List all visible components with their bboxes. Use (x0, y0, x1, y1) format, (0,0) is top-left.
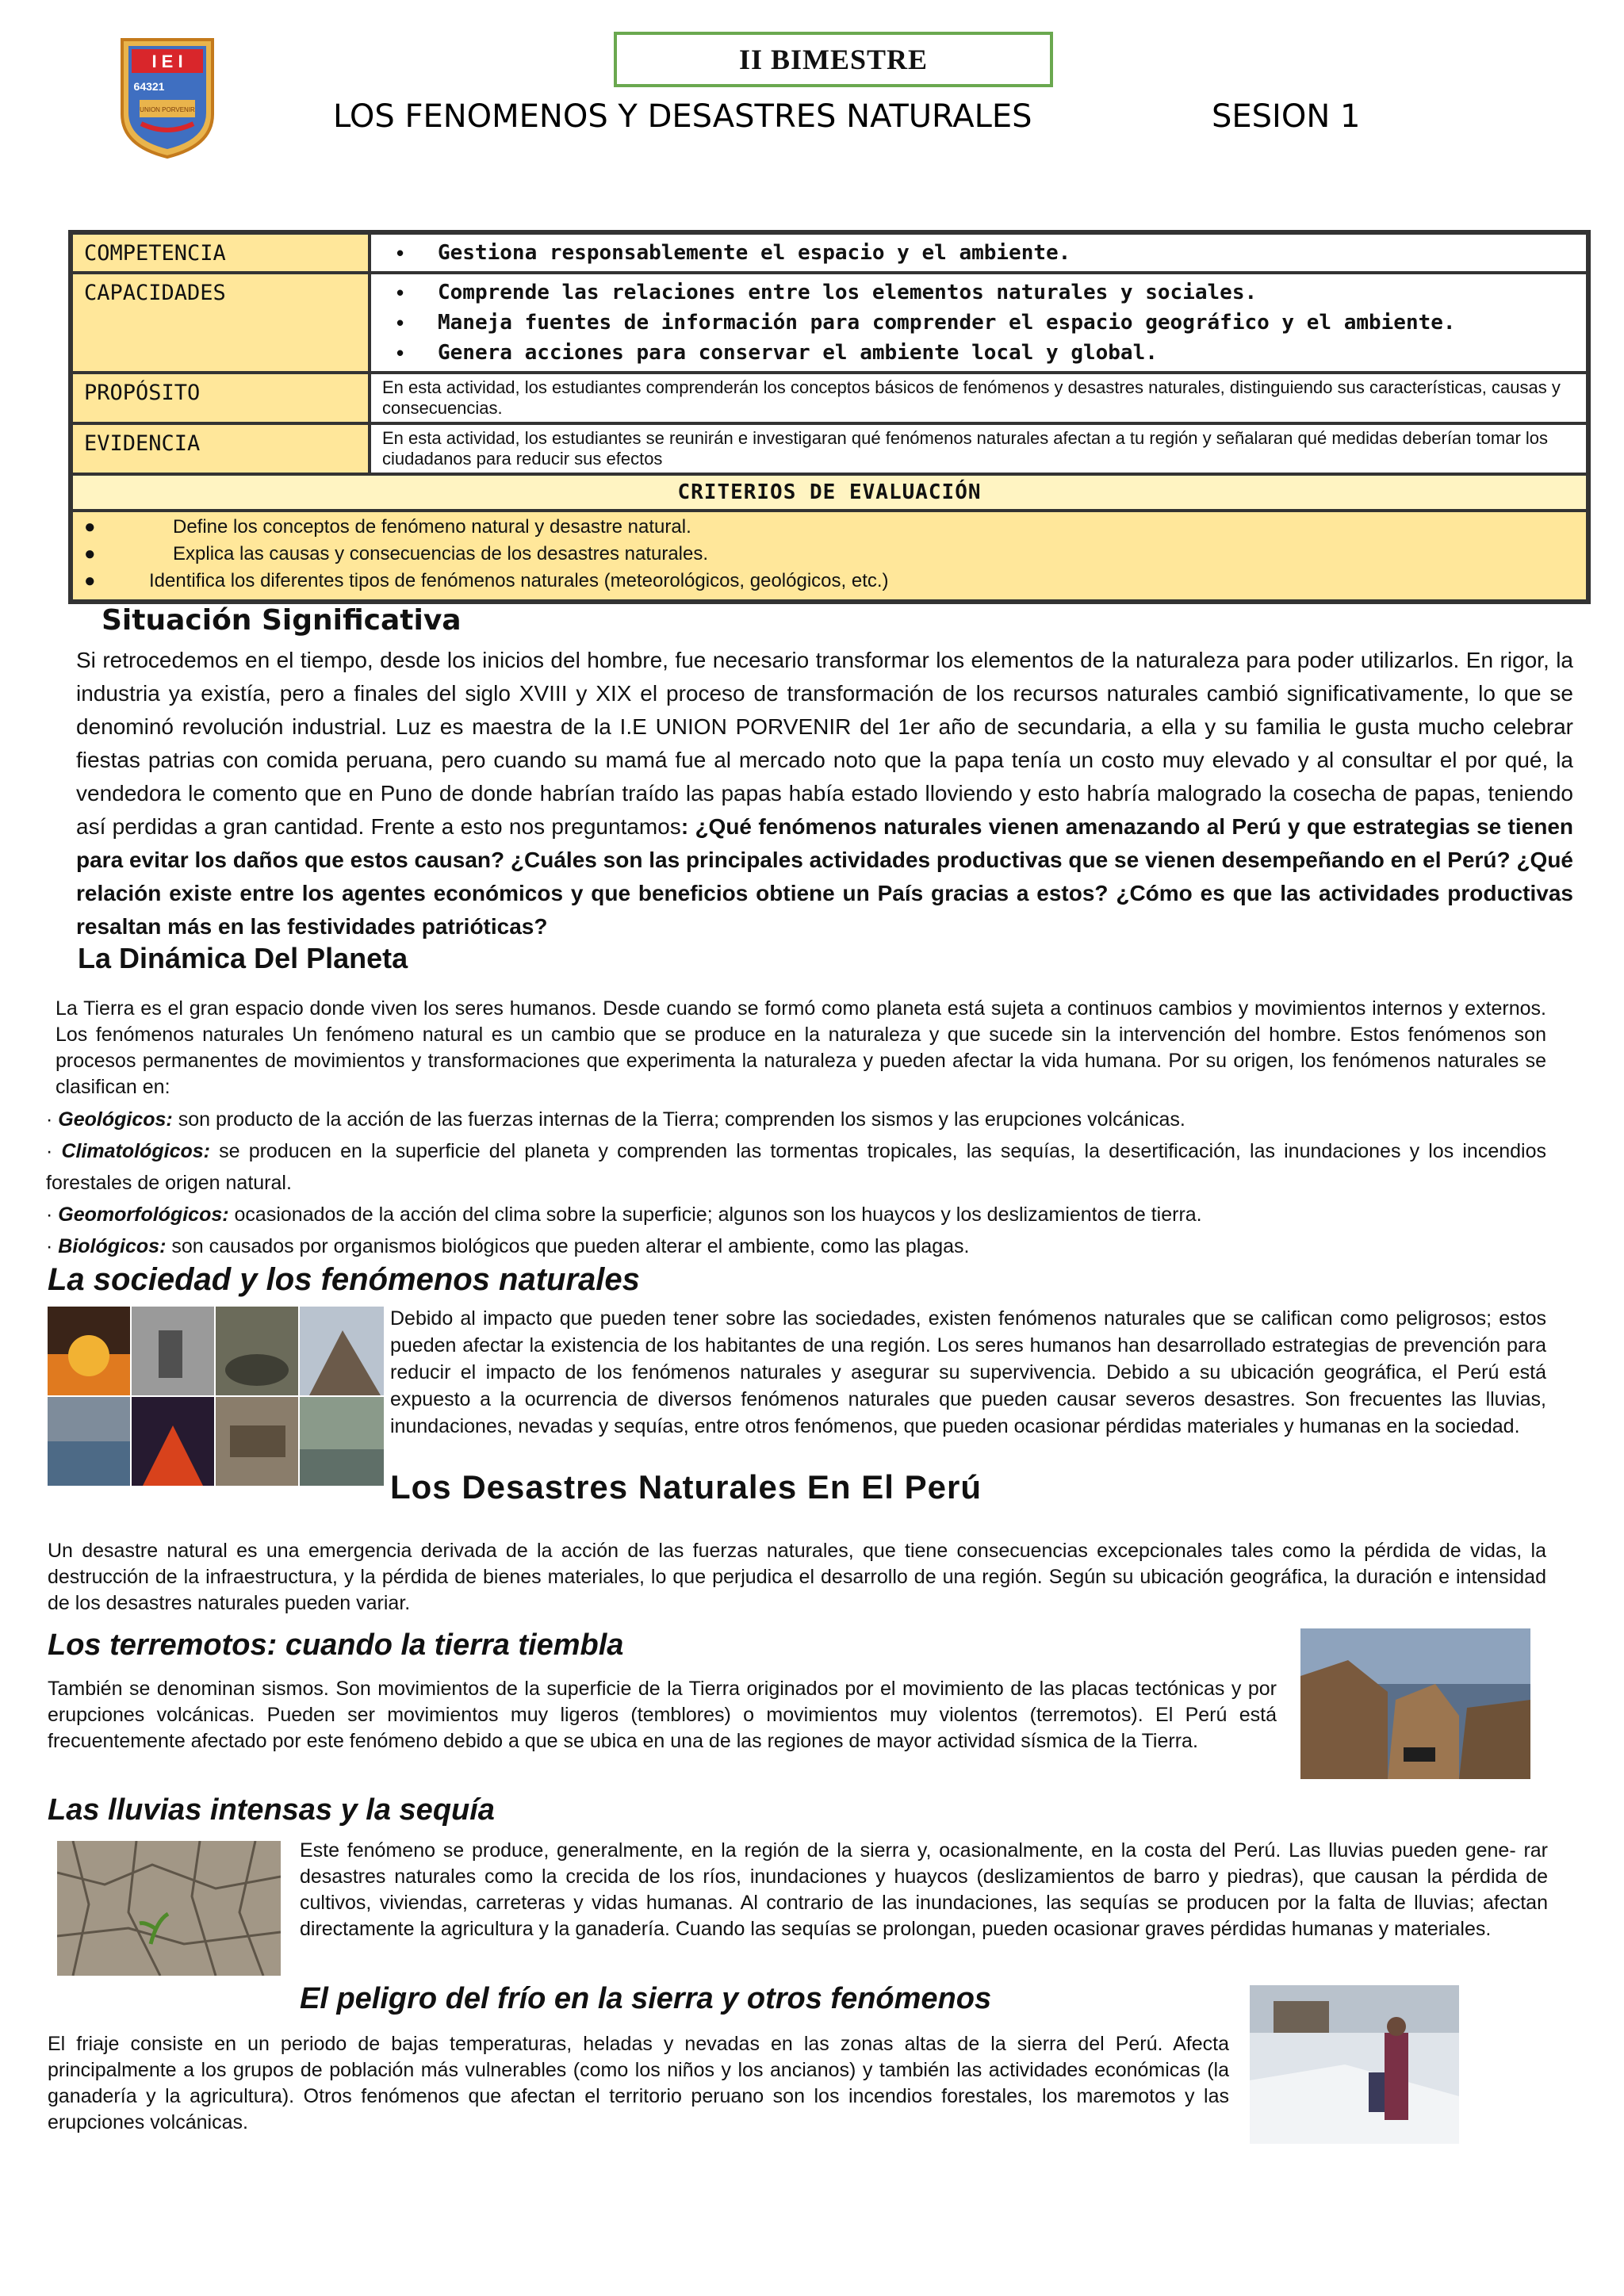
list-item: • Maneja fuentes de información para comprender el espacio geográfico y el ambiente. (396, 308, 1575, 338)
evidencia-value: En esta actividad, los estudiantes se reunirán e investigaran qué fenómenos naturales afectan a tu región y señalaran qué medidas deberían tomar los ciudadanos para reducir sus efectos (370, 423, 1588, 474)
definition: son producto de la acción de las fuerzas internas de la Tierra; comprenden los sismos y las erupciones volcánicas. (172, 1108, 1185, 1131)
school-logo (117, 35, 217, 159)
frio-heading: El peligro del frío en la sierra y otros fenómenos (300, 1982, 992, 2015)
drought-image (57, 1841, 281, 1976)
bullet-icon: · (46, 1108, 59, 1131)
svg-text:I E I: I E I (151, 52, 183, 71)
criterio-text: Identifica los diferentes tipos de fenómenos naturales (meteorológicos, geológicos, etc.) (149, 570, 889, 591)
list-item: • Genera acciones para conservar el ambiente local y global. (396, 338, 1575, 368)
session-label: SESION 1 (1212, 98, 1361, 135)
bimestre-box (614, 32, 1053, 87)
situacion-body: Si retrocedemos en el tiempo, desde los inicios del hombre, fue necesario transformar los elementos de la naturaleza para poder utilizarlos. En rigor, la industria ya existía, pero a finales del siglo XVIII y XIX el proceso de transformación de los recursos naturales cambió significativamente, lo que se denominó revolución industrial. Luz es maestra de la I.E UNION PORVENIR del 1er año de secundaria, a ella y su familia le gusta mucho celebrar fiestas patrias con comida peruana, pero cuando su mamá fue al mercado noto que la papa tenía un costo muy elevado y al consultar el por qué, la vendedora le comento que en Puno de donde habrían traído las papas había estado lloviendo y esto habría malogrado la cosecha de papas, teniendo así perdidas a gran cantidad. Frente a esto nos preguntamos (76, 648, 1573, 839)
term: Geológicos: (58, 1108, 173, 1131)
dinamica-text: La Tierra es el gran espacio donde viven los seres humanos. Desde cuando se formó como planeta está sujeta a continuos cambios y movimientos internos y externos. Los fenómenos naturales Un fenómeno natural es un cambio que se produce en la naturaleza y que sucede sin la intervención del hombre. Estos fenómenos son procesos permanentes de movimientos y transformaciones que experimenta la naturaleza y pueden afectar la vida humana. Por su origen, los fenómenos naturales se clasifican en: (56, 997, 1546, 1098)
earthquake-image (1300, 1628, 1530, 1779)
table-row (71, 232, 1588, 273)
definition: son causados por organismos biológicos que pueden alterar el ambiente, como las plagas. (166, 1235, 970, 1257)
desastres-text: Un desastre natural es una emergencia derivada de la acción de las fuerzas naturales, que tiene consecuencias excepcionales tales como la pérdida de vidas, la destrucción de la infraestructura, y la pérdida de bienes materiales, lo que perjudica el desarrollo de una región. Según su ubicación geográfica, la duración e intensidad de los desastres naturales pueden variar. (48, 1540, 1546, 1614)
frio-text: El friaje consiste en un periodo de bajas temperaturas, heladas y nevadas en las zonas altas de la sierra del Perú. Afecta principalmente a los grupos de población más vulnerables (como los niños y los ancianos) y también las actividades económicas (la ganadería y la agricultura). Otros fenómenos que afectan el territorio peruano son los incendios forestales, los maremotos y las erupciones volcánicas. (48, 2033, 1229, 2133)
sociedad-heading: La sociedad y los fenómenos naturales (48, 1262, 640, 1297)
list-item (46, 1104, 1546, 1135)
lluvias-heading: Las lluvias intensas y la sequía (48, 1793, 495, 1827)
table-row (71, 474, 1588, 511)
situacion-questions: : ¿Qué fenómenos naturales vienen amenazando al Perú y que estrategias se tienen para evitar los daños que estos causan? ¿Cuáles son las principales actividades productivas que se vienen desempeñando en el Perú? ¿Qué relación existe entre los agentes económicos y que beneficios obtiene un País gracias a estos? ¿Cómo es que las actividades productivas resaltan más en las festividades patrióticas? (76, 814, 1573, 939)
criterio-text: Explica las causas y consecuencias de los desastres naturales. (173, 543, 709, 564)
sociedad-text: Debido al impacto que pueden tener sobre las sociedades, existen fenómenos naturales que se califican como peligrosos; estos pueden afectar la existencia de los habitantes de una región. Los seres humanos han desarrollado estrategias de prevención para reducir el impacto de los fenómenos naturales y asegurar su supervivencia. Debido a su ubicación geográfica, el Perú está expuesto a la ocurrencia de diversos fenómenos naturales que pueden causar severos desastres. Son frecuentes las lluvias, inundaciones, nevadas y sequías, entre otros fenómenos, que pueden ocasionar pérdidas materiales y humanas en la sociedad. (390, 1307, 1546, 1437)
list-item (46, 1199, 1546, 1230)
term: Climatológicos: (61, 1140, 210, 1162)
dinamica-heading: La Dinámica Del Planeta (78, 942, 408, 974)
svg-text:64321: 64321 (133, 80, 165, 93)
bullet-icon: ● (84, 570, 96, 591)
lluvias-text: Este fenómeno se produce, generalmente, en la región de la sierra y, ocasionalmente, en la costa del Perú. Las lluvias pueden gene- rar desastres naturales como la crecida de los ríos, inundaciones y huaycos (deslizamientos de barro y piedras), que causan la pérdida de cultivos, viviendas, carreteras y vidas humanas. Al contrario de las inundaciones, las sequías se producen por la falta de lluvias; afectan directamente la agricultura y la ganadería. Cuando las sequías se prolongan, pueden ocasionar graves pérdidas humanas y materiales. (300, 1839, 1548, 1940)
term: Geomorfológicos: (58, 1203, 229, 1226)
bullet-icon: · (46, 1203, 59, 1226)
desastres-heading: Los Desastres Naturales En El Perú (390, 1468, 982, 1506)
terremotos-heading: Los terremotos: cuando la tierra tiembla (48, 1628, 624, 1662)
capacidades-value (370, 273, 1588, 373)
bullet-icon: · (46, 1235, 59, 1257)
disaster-collage-image (48, 1307, 384, 1486)
terremotos-text: También se denominan sismos. Son movimientos de la superficie de la Tierra originados por el movimiento de las placas tectónicas y por erupciones volcánicas. Pueden ser movimientos muy ligeros (temblores) o movimientos muy violentos (terremotos). El Perú está frecuentemente afectado por este fenómeno debido a que se ubica en una de las regiones de mayor actividad sísmica de la Tierra. (48, 1678, 1277, 1752)
table-row (71, 273, 1588, 373)
table-row (71, 511, 1588, 602)
proposito-label: PROPÓSITO (71, 373, 370, 423)
bullet-icon: ● (84, 543, 96, 564)
list-item (84, 514, 1575, 541)
list-item (84, 541, 1575, 568)
list-item: • Gestiona responsablemente el espacio y el ambiente. (396, 238, 1575, 268)
svg-text:UNION PORVENIR: UNION PORVENIR (140, 106, 195, 113)
competency-table (68, 230, 1591, 604)
bullet-icon: ● (84, 516, 96, 538)
bullet-icon: · (46, 1140, 62, 1162)
capacidades-label: CAPACIDADES (71, 273, 370, 373)
proposito-value: En esta actividad, los estudiantes comprenderán los conceptos básicos de fenómenos y desastres naturales, distinguiendo sus características, causas y consecuencias. (370, 373, 1588, 423)
list-item (46, 1230, 1546, 1262)
situacion-text (76, 644, 1573, 943)
list-item (84, 568, 1575, 595)
list-item: • Comprende las relaciones entre los elementos naturales y sociales. (396, 277, 1575, 308)
cold-weather-image (1250, 1985, 1459, 2144)
criterios-title: CRITERIOS DE EVALUACIÓN (71, 474, 1588, 511)
page-title: LOS FENOMENOS Y DESASTRES NATURALES (333, 98, 1032, 135)
definition: ocasionados de la acción del clima sobre la superficie; algunos son los huaycos y los deslizamientos de tierra. (228, 1203, 1202, 1226)
phenomena-list (46, 1104, 1546, 1262)
definition: se producen en la superficie del planeta y comprenden las tormentas tropicales, las sequías, la desertificación, las inundaciones y los incendios forestales de origen natural. (46, 1140, 1546, 1194)
evidencia-label: EVIDENCIA (71, 423, 370, 474)
competencia-label: COMPETENCIA (71, 232, 370, 273)
table-row (71, 373, 1588, 423)
criterio-text: Define los conceptos de fenómeno natural y desastre natural. (173, 516, 691, 538)
term: Biológicos: (58, 1235, 167, 1257)
table-row (71, 423, 1588, 474)
bimestre-label: II BIMESTRE (738, 44, 929, 75)
criterios-list (71, 511, 1588, 602)
list-item (46, 1135, 1546, 1199)
situacion-heading: Situación Significativa (102, 604, 462, 637)
competencia-value (370, 232, 1588, 273)
